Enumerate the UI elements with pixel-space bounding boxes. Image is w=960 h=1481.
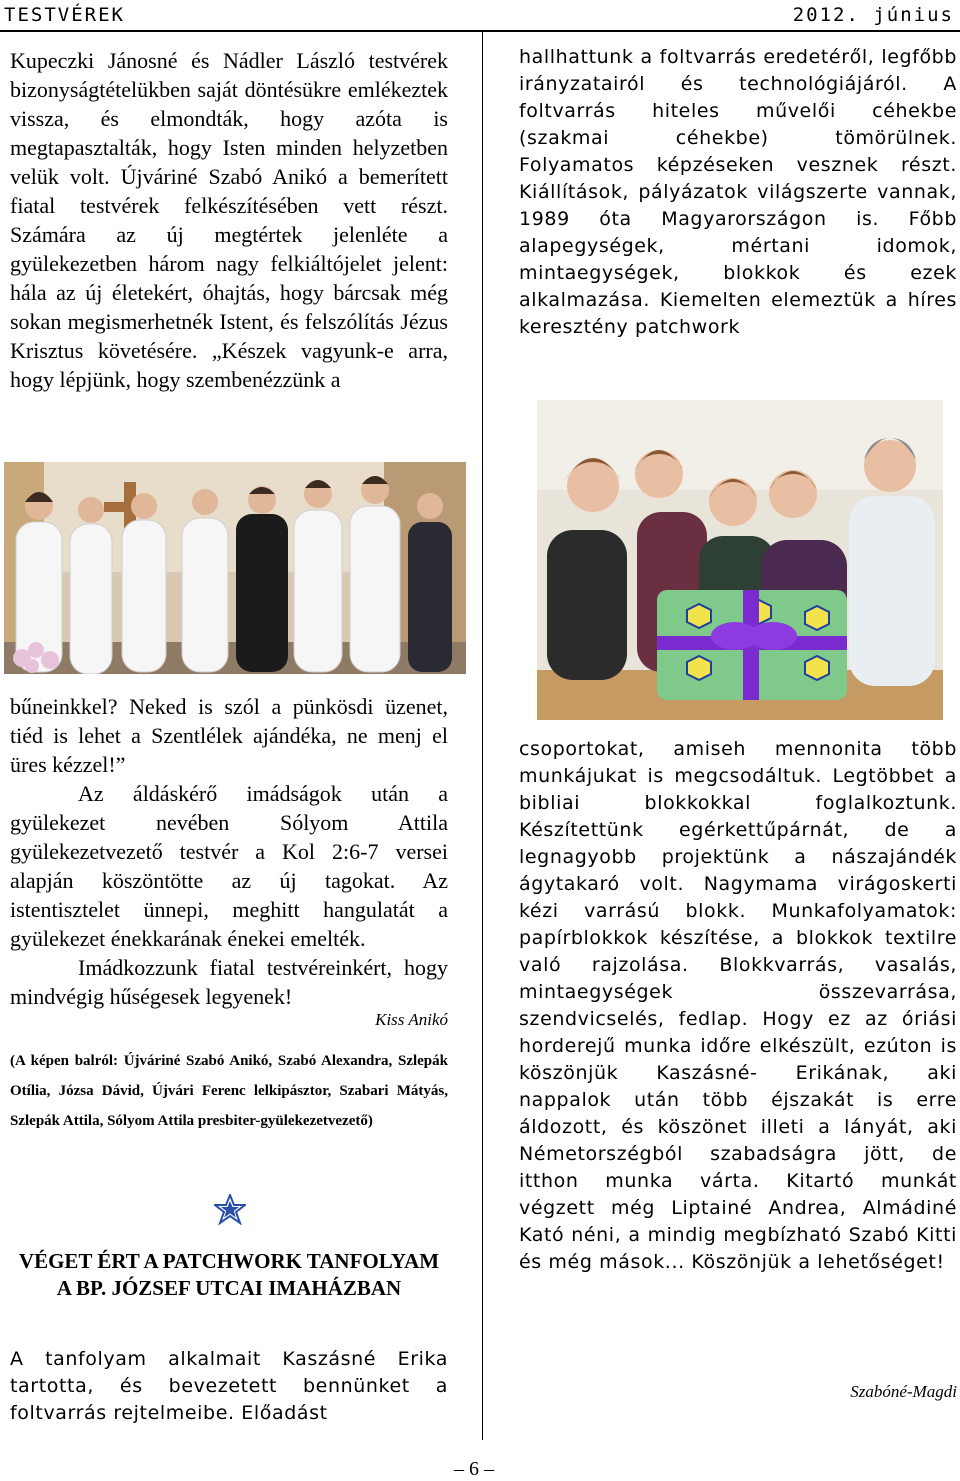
baptism-group-photo [4, 462, 466, 674]
photo-caption: (A képen balról: Újváriné Szabó Anikó, Szabó Alexandra, Szlepák Otília, Józsa Dávid, Újvári Ferenc lelkipásztor, Szabari Mátyás, Szlepák Attila, Sólyom Attila presbiter-gyülekezetvezető) [10, 1053, 448, 1129]
article-heading: VÉGET ÉRT A PATCHWORK TANFOLYAM A BP. JÓZSEF UTCAI IMAHÁZBAN [18, 1249, 440, 1300]
star-icon [214, 1194, 246, 1226]
left-para-1: Kupeczki Jánosné és Nádler László testvérek bizonyságtételükben saját döntésükre emlékeztek vissza, és elmondták, hogy azóta is megtapasztalták, hogy Isten minden helyzetben velük volt. Újváriné Szabó Anikó a bemerített fiatal testvérek felkészítésében vett részt. Számára az új megtértek jelenléte a gyülekezetben három nagy felkiáltójelet jelent: hála az új életekért, óhajtás, hogy bárcsak még sokan megismerhetnék Istent, és felszólítás Jézus Krisztus követésére. „Készek vagyunk-e arra, hogy lépjünk, hogy szembenézzünk a [10, 48, 448, 392]
patchwork-group-photo [537, 400, 943, 720]
left-para-2: bűneinkkel? Neked is szól a pünkösdi üzenet, tiéd is lehet a Szentlélek ajándéka, ne menj el üres kézzel!” Az áldáskérő imádságok után a gyülekezet nevében Sólyom Attila gyülekezetvezető testvér a Kol 2:6-7 versei alapján köszöntötte az új tagokat. Az istentisztelet ünnepi, meghitt hangulatát a gyülekezet énekkarának énekei emelték. Imádkozzunk fiatal testvéreinkért, hogy mindvégig hűségesek legyenek! [10, 694, 448, 1009]
page-number: – 6 – [454, 1458, 494, 1480]
column-divider [482, 32, 483, 1440]
page-header [0, 4, 960, 32]
signature-kiss-aniko: Kiss Anikó [375, 1010, 448, 1029]
right-para-2: csoportokat, amiseh mennonita több munkájukat is megcsodáltuk. Legtöbbet a bibliai blokkokkal foglalkoztunk. Készítettünk egérkettűpárnát, de a legnagyobb projektünk a nászajándék ágytakaró volt. Nagymama virágoskerti kézi varrású blokk. Munkafolyamatok: papírblokkok készítése, a blokkok textilre való rajzolása. Blokkvarrás, vasalás, mintaegységek összevarrása, szendvicselés, fedlap. Hogy ez az óriási horderejű munka időre elkészült, ezúton is köszönjük Kaszásné- Erikának, aki nappalok után több éjszakát is erre áldozott, és köszönet illeti a lányát, aki Németorszégból szabadságra jött, de itthon munka várta. Kitartó munkát végzett még Liptainé Andrea, Almádiné Kató néni, a mindig megbízható Szabó Kitti és még mások... Köszönjük a lehetőséget! [519, 738, 957, 1273]
right-para-1: hallhattunk a foltvarrás eredetéről, legfőbb irányzatairól és technológiájáról. A foltvarrás hiteles művelői céhekbe (szakmai céhekbe) tömörülnek. Folyamatos képzéseken vesznek részt. Kiállítások, pályázatok világszerte vannak, 1989 óta Magyarországon is. Főbb alapegységek, mértani idomok, mintaegységek, blokkok és ezek alkalmazása. Kiemelten elemeztük a híres keresztény patchwork [519, 46, 957, 338]
left-para-5: A tanfolyam alkalmait Kaszásné Erika tartotta, és bevezetett bennünket a foltvarrás rejtelmeibe. Előadást [10, 1348, 448, 1424]
signature-szabone-magdi: Szabóné-Magdi [850, 1382, 957, 1401]
header-date: 2012. június [792, 4, 954, 26]
header-title: TESTVÉREK [4, 4, 125, 26]
